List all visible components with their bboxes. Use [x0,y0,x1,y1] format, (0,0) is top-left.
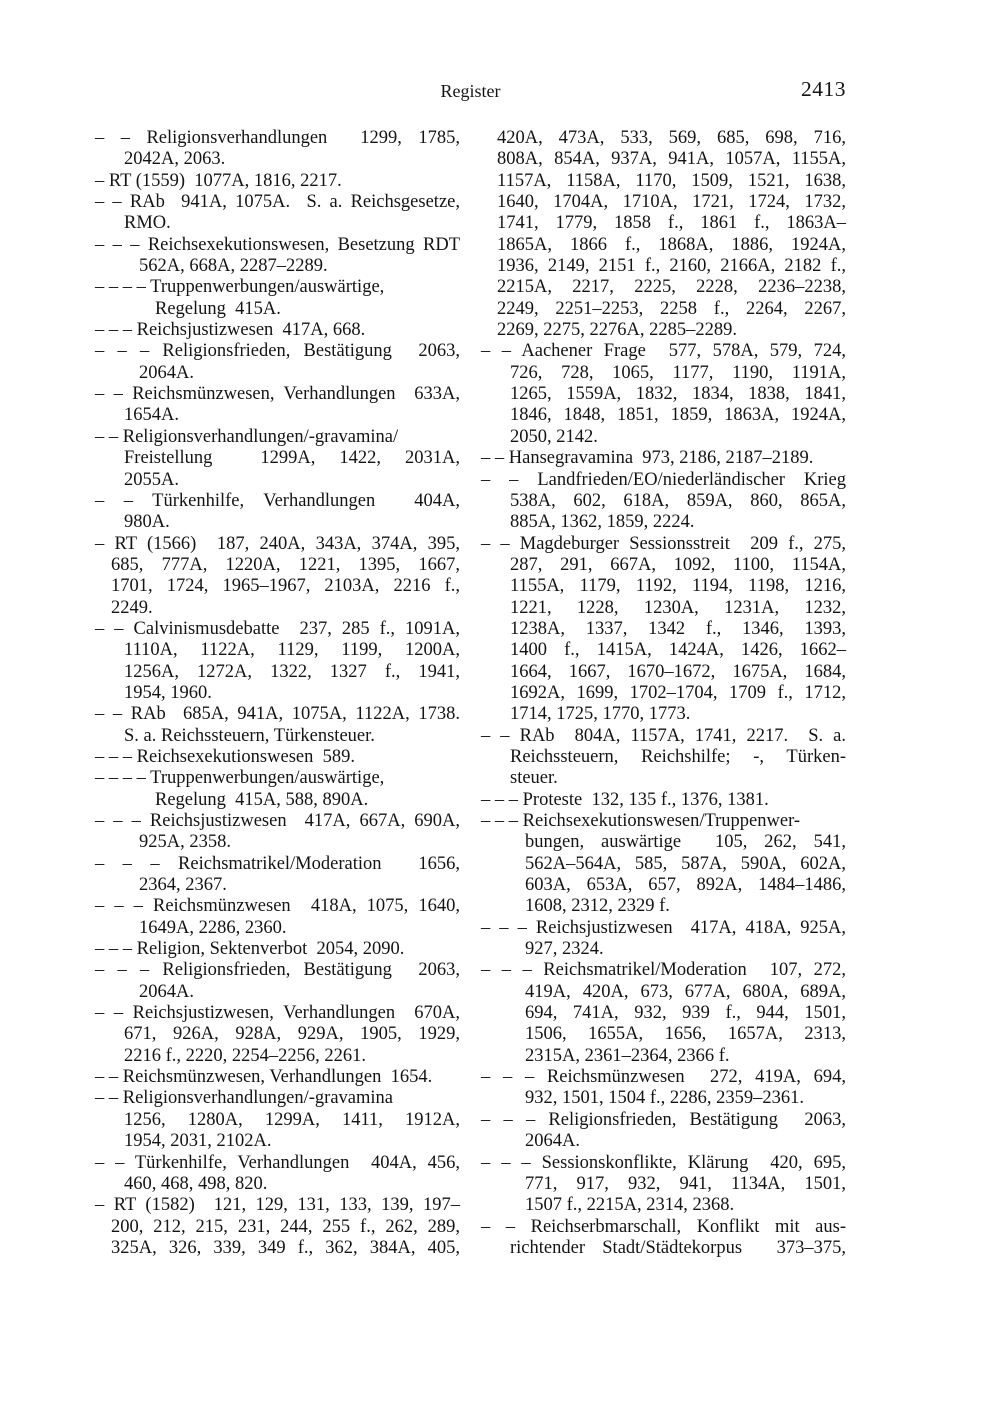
index-entry [95,128,460,171]
index-entry [95,171,460,192]
index-entry-line: 1714, 1725, 1770, 1773. [510,704,691,725]
index-entry-line: 2364, 2367. [139,875,227,896]
index-entry-line: – – Calvinismusdebatte 237, 285 f., 1091A, [95,618,460,639]
index-entry [95,704,460,747]
index-entry-line: 2064A. [139,981,194,1002]
index-entry [481,790,846,811]
index-entry [481,960,846,1067]
index-entry [481,1217,846,1260]
index-entry-line: 420A, 473A, 533, 569, 685, 698, 716, [497,128,846,148]
index-entry-line: bungen, auswärtige 105, 262, 541, [525,832,846,853]
index-entry [95,960,460,1003]
index-entry-line: 1954, 1960. [124,682,212,703]
index-entry-line: 885A, 1362, 1859, 2224. [510,512,695,533]
index-entry-line: steuer. [510,768,558,789]
index-entry [95,1195,460,1259]
index-entry-line: 603A, 653A, 657, 892A, 1484–1486, [525,875,846,896]
page-number: 2413 [801,77,846,101]
index-entry-line: 2050, 2142. [510,426,598,447]
index-entry-line: 1507 f., 2215A, 2314, 2368. [525,1195,735,1216]
index-entry-line: 771, 917, 932, 941, 1134A, 1501, [525,1173,846,1194]
index-entry-line: 562A–564A, 585, 587A, 590A, 602A, [525,853,846,874]
index-entry-line: 1157A, 1158A, 1170, 1509, 1521, 1638, [497,170,846,191]
index-entry [95,768,460,811]
page-header [95,77,846,104]
index-entry-line: Regelung 415A, 588, 890A. [155,789,369,810]
index-entry-line: 1256A, 1272A, 1322, 1327 f., 1941, [124,661,460,682]
index-entry-line: – – Reichsmünzwesen, Verhandlungen 633A, [95,384,460,405]
index-entry-line: Regelung 415A. [155,298,281,319]
index-entry-line: 2249. [111,597,153,618]
index-entry [481,726,846,790]
index-entry-line: 671, 926A, 928A, 929A, 1905, 1929, [124,1024,460,1045]
index-entry-line: RMO. [124,213,171,234]
index-entry-line: 562A, 668A, 2287–2289. [139,256,328,277]
index-entry [481,534,846,726]
index-entry-line: – – Aachener Frage 577, 578A, 579, 724, [481,341,846,362]
text-block [95,77,846,1259]
index-entry [95,854,460,897]
index-entry-line: Reichssteuern, Reichshilfe; -, Türken- [510,746,846,767]
index-entry [95,1067,460,1088]
index-entry [95,320,460,341]
index-entry-line: – – – Reichsmünzwesen 272, 419A, 694, [481,1067,846,1088]
index-entry-line: 932, 1501, 1504 f., 2286, 2359–2361. [525,1088,805,1109]
index-entry-line: 1221, 1228, 1230A, 1231A, 1232, [510,597,846,618]
index-entry [481,1110,846,1153]
index-entry-line: 1701, 1724, 1965–1967, 2103A, 2216 f., [111,576,460,597]
index-entry-line: 1846, 1848, 1851, 1859, 1863A, 1924A, [510,405,846,426]
index-entry-line: 2216 f., 2220, 2254–2256, 2261. [124,1045,367,1066]
index-entry-line: – – – Reichsmatrikel/Moderation 1656, [95,853,460,874]
index-entry-line: – – – Proteste 132, 135 f., 1376, 1381. [481,789,769,810]
index-entry-line: – – – Religionsfrieden, Bestätigung 2063, [95,960,460,981]
index-entry [95,1003,460,1067]
index-entry-line: – – – Reichsexekutionswesen 589. [95,746,355,767]
index-entry-line: – – – Reichsexekutionswesen/Truppenwer- [481,811,801,831]
index-entry-line: – – – Reichsjustizwesen 417A, 667A, 690A, [95,811,460,831]
index-entry-line: 980A. [124,512,170,533]
index-entry-line: 200, 212, 215, 231, 244, 255 f., 262, 289, [111,1216,460,1237]
index-entry-line: 1664, 1667, 1670–1672, 1675A, 1684, [510,661,846,682]
index-entry [95,341,460,384]
index-entry-line: 1608, 2312, 2329 f. [525,896,670,917]
index-entry [481,470,846,534]
index-entry-line: 2315A, 2361–2364, 2366 f. [525,1045,730,1066]
index-entry-line: 325A, 326, 339, 349 f., 362, 384A, 405, [111,1237,460,1258]
index-entry-line: – – – Reichsmatrikel/Moderation 107, 272, [481,960,846,981]
index-entry-line: 1654A. [124,405,179,426]
index-entry-line: – – – Reichsjustizwesen 417A, 418A, 925A, [481,917,846,938]
index-entry [95,192,460,235]
index-entry-line: – – RAb 941A, 1075A. S. a. Reichsgesetze, [95,192,460,213]
index-entry-line: 1865A, 1866 f., 1868A, 1886, 1924A, [497,234,846,255]
index-entry [481,128,846,341]
index-entry-line: – – – Reichsjustizwesen 417A, 668. [95,320,366,341]
index-entry-line: richtender Stadt/Städtekorpus 373–375, [510,1237,846,1258]
index-entry-line: 2064A. [139,362,194,383]
index-entry-line: – RT (1559) 1077A, 1816, 2217. [95,170,342,191]
index-entry-line: 808A, 854A, 937A, 941A, 1057A, 1155A, [497,149,846,170]
index-entry-line: 2269, 2275, 2276A, 2285–2289. [497,320,737,341]
index-entry-line: 1692A, 1699, 1702–1704, 1709 f., 1712, [510,682,846,703]
index-entry [95,235,460,278]
index-entry-line: – – Magdeburger Sessionsstreit 209 f., 275, [481,533,846,554]
running-title: Register [440,81,501,101]
index-entry-line: – – Reichsjustizwesen, Verhandlungen 670A, [95,1003,460,1024]
index-entry-line: 1649A, 2286, 2360. [139,917,287,938]
index-entry [95,939,460,960]
index-entry-line: – – Religionsverhandlungen 1299, 1785, [95,128,460,148]
index-entry-line: 1741, 1779, 1858 f., 1861 f., 1863A– [497,213,846,234]
index-entry-line: – – Hansegravamina 973, 2186, 2187–2189. [481,448,814,469]
index-entry-line: – – RAb 685A, 941A, 1075A, 1122A, 1738. [95,704,460,725]
index-entry-line: – – – Religionsfrieden, Bestätigung 2063, [95,341,460,362]
index-entry-line: – – Landfrieden/EO/niederländischer Krieg [481,469,846,490]
index-entry [481,918,846,961]
index-entry [95,896,460,939]
index-column-right [481,128,846,1259]
index-entry-line: 1110A, 1122A, 1129, 1199, 1200A, [124,640,460,661]
index-entry-line: 2215A, 2217, 2225, 2228, 2236–2238, [497,277,846,298]
index-entry-line: 1954, 2031, 2102A. [124,1131,272,1152]
index-entry-line: S. a. Reichssteuern, Türkensteuer. [124,725,375,746]
index-column-left [95,128,460,1259]
index-entry-line: – – RAb 804A, 1157A, 1741, 2217. S. a. [481,725,846,746]
index-entry [95,811,460,854]
index-entry [481,1067,846,1110]
index-entry [481,448,846,469]
index-entry-line: 1265, 1559A, 1832, 1834, 1838, 1841, [510,384,846,405]
index-entry-line: – – – Reichsexekutionswesen, Besetzung RDT [95,234,460,255]
index-entry-line: – – – Religion, Sektenverbot 2054, 2090. [95,939,405,960]
index-entry-line: 1256, 1280A, 1299A, 1411, 1912A, [124,1109,460,1130]
index-entry-line: 1640, 1704A, 1710A, 1721, 1724, 1732, [497,192,846,213]
index-entry [481,341,846,448]
index-entry-line: – – Türkenhilfe, Verhandlungen 404A, [95,490,460,511]
index-entry-line: 1400 f., 1415A, 1424A, 1426, 1662– [510,640,846,661]
index-entry-line: – – Reichserbmarschall, Konflikt mit aus- [481,1216,846,1237]
index-entry-line: 1155A, 1179, 1192, 1194, 1198, 1216, [510,576,846,597]
index-entry-line: 685, 777A, 1220A, 1221, 1395, 1667, [111,554,460,575]
index-entry-line: – – – Religionsfrieden, Bestätigung 2063, [481,1109,846,1130]
index-entry-line: 1238A, 1337, 1342 f., 1346, 1393, [510,618,846,639]
index-entry-line: 726, 728, 1065, 1177, 1190, 1191A, [510,362,846,383]
index-entry [95,619,460,704]
index-entry [95,534,460,619]
index-entry-line: – – Religionsverhandlungen/-gravamina [95,1088,393,1109]
index-entry [95,747,460,768]
index-entry-line: 1936, 2149, 2151 f., 2160, 2166A, 2182 f., [497,256,846,277]
index-entry-line: 460, 468, 498, 820. [124,1173,268,1194]
index-entry-line: – – Türkenhilfe, Verhandlungen 404A, 456, [95,1152,460,1173]
index-entry [95,384,460,427]
index-entry-line: – RT (1566) 187, 240A, 343A, 374A, 395, [95,533,460,554]
index-entry-line: – – – – Truppenwerbungen/auswärtige, [95,277,385,298]
index-entry-line: 538A, 602, 618A, 859A, 860, 865A, [510,490,846,511]
index-entry-line: 287, 291, 667A, 1092, 1100, 1154A, [510,554,846,575]
index-entry-line: 2064A. [525,1131,580,1152]
index-entry-line: 2042A, 2063. [124,149,226,170]
index-entry [481,1153,846,1217]
index-entry-line: 2249, 2251–2253, 2258 f., 2264, 2267, [497,298,846,319]
index-entry [95,277,460,320]
index-entry-line: 1506, 1655A, 1656, 1657A, 2313, [525,1024,846,1045]
index-entry-line: 925A, 2358. [139,832,231,853]
index-columns [95,128,846,1259]
index-entry-line: Freistellung 1299A, 1422, 2031A, [124,448,460,469]
index-entry [95,1153,460,1196]
index-entry-line: 2055A. [124,469,179,490]
index-entry-line: – – – Sessionskonflikte, Klärung 420, 695, [481,1152,846,1173]
index-entry [481,811,846,918]
index-entry-line: – – Religionsverhandlungen/-gravamina/ [95,426,399,447]
index-entry-line: 927, 2324. [525,939,604,960]
index-entry-line: – – – – Truppenwerbungen/auswärtige, [95,768,385,789]
index-entry-line: 694, 741A, 932, 939 f., 944, 1501, [525,1003,846,1024]
index-entry [95,491,460,534]
index-entry-line: – – – Reichsmünzwesen 418A, 1075, 1640, [95,896,460,917]
index-entry-line: – RT (1582) 121, 129, 131, 133, 139, 197– [95,1195,460,1216]
index-entry [95,427,460,491]
index-entry [95,1088,460,1152]
index-entry-line: – – Reichsmünzwesen, Verhandlungen 1654. [95,1067,433,1088]
index-entry-line: 419A, 420A, 673, 677A, 680A, 689A, [525,981,846,1002]
